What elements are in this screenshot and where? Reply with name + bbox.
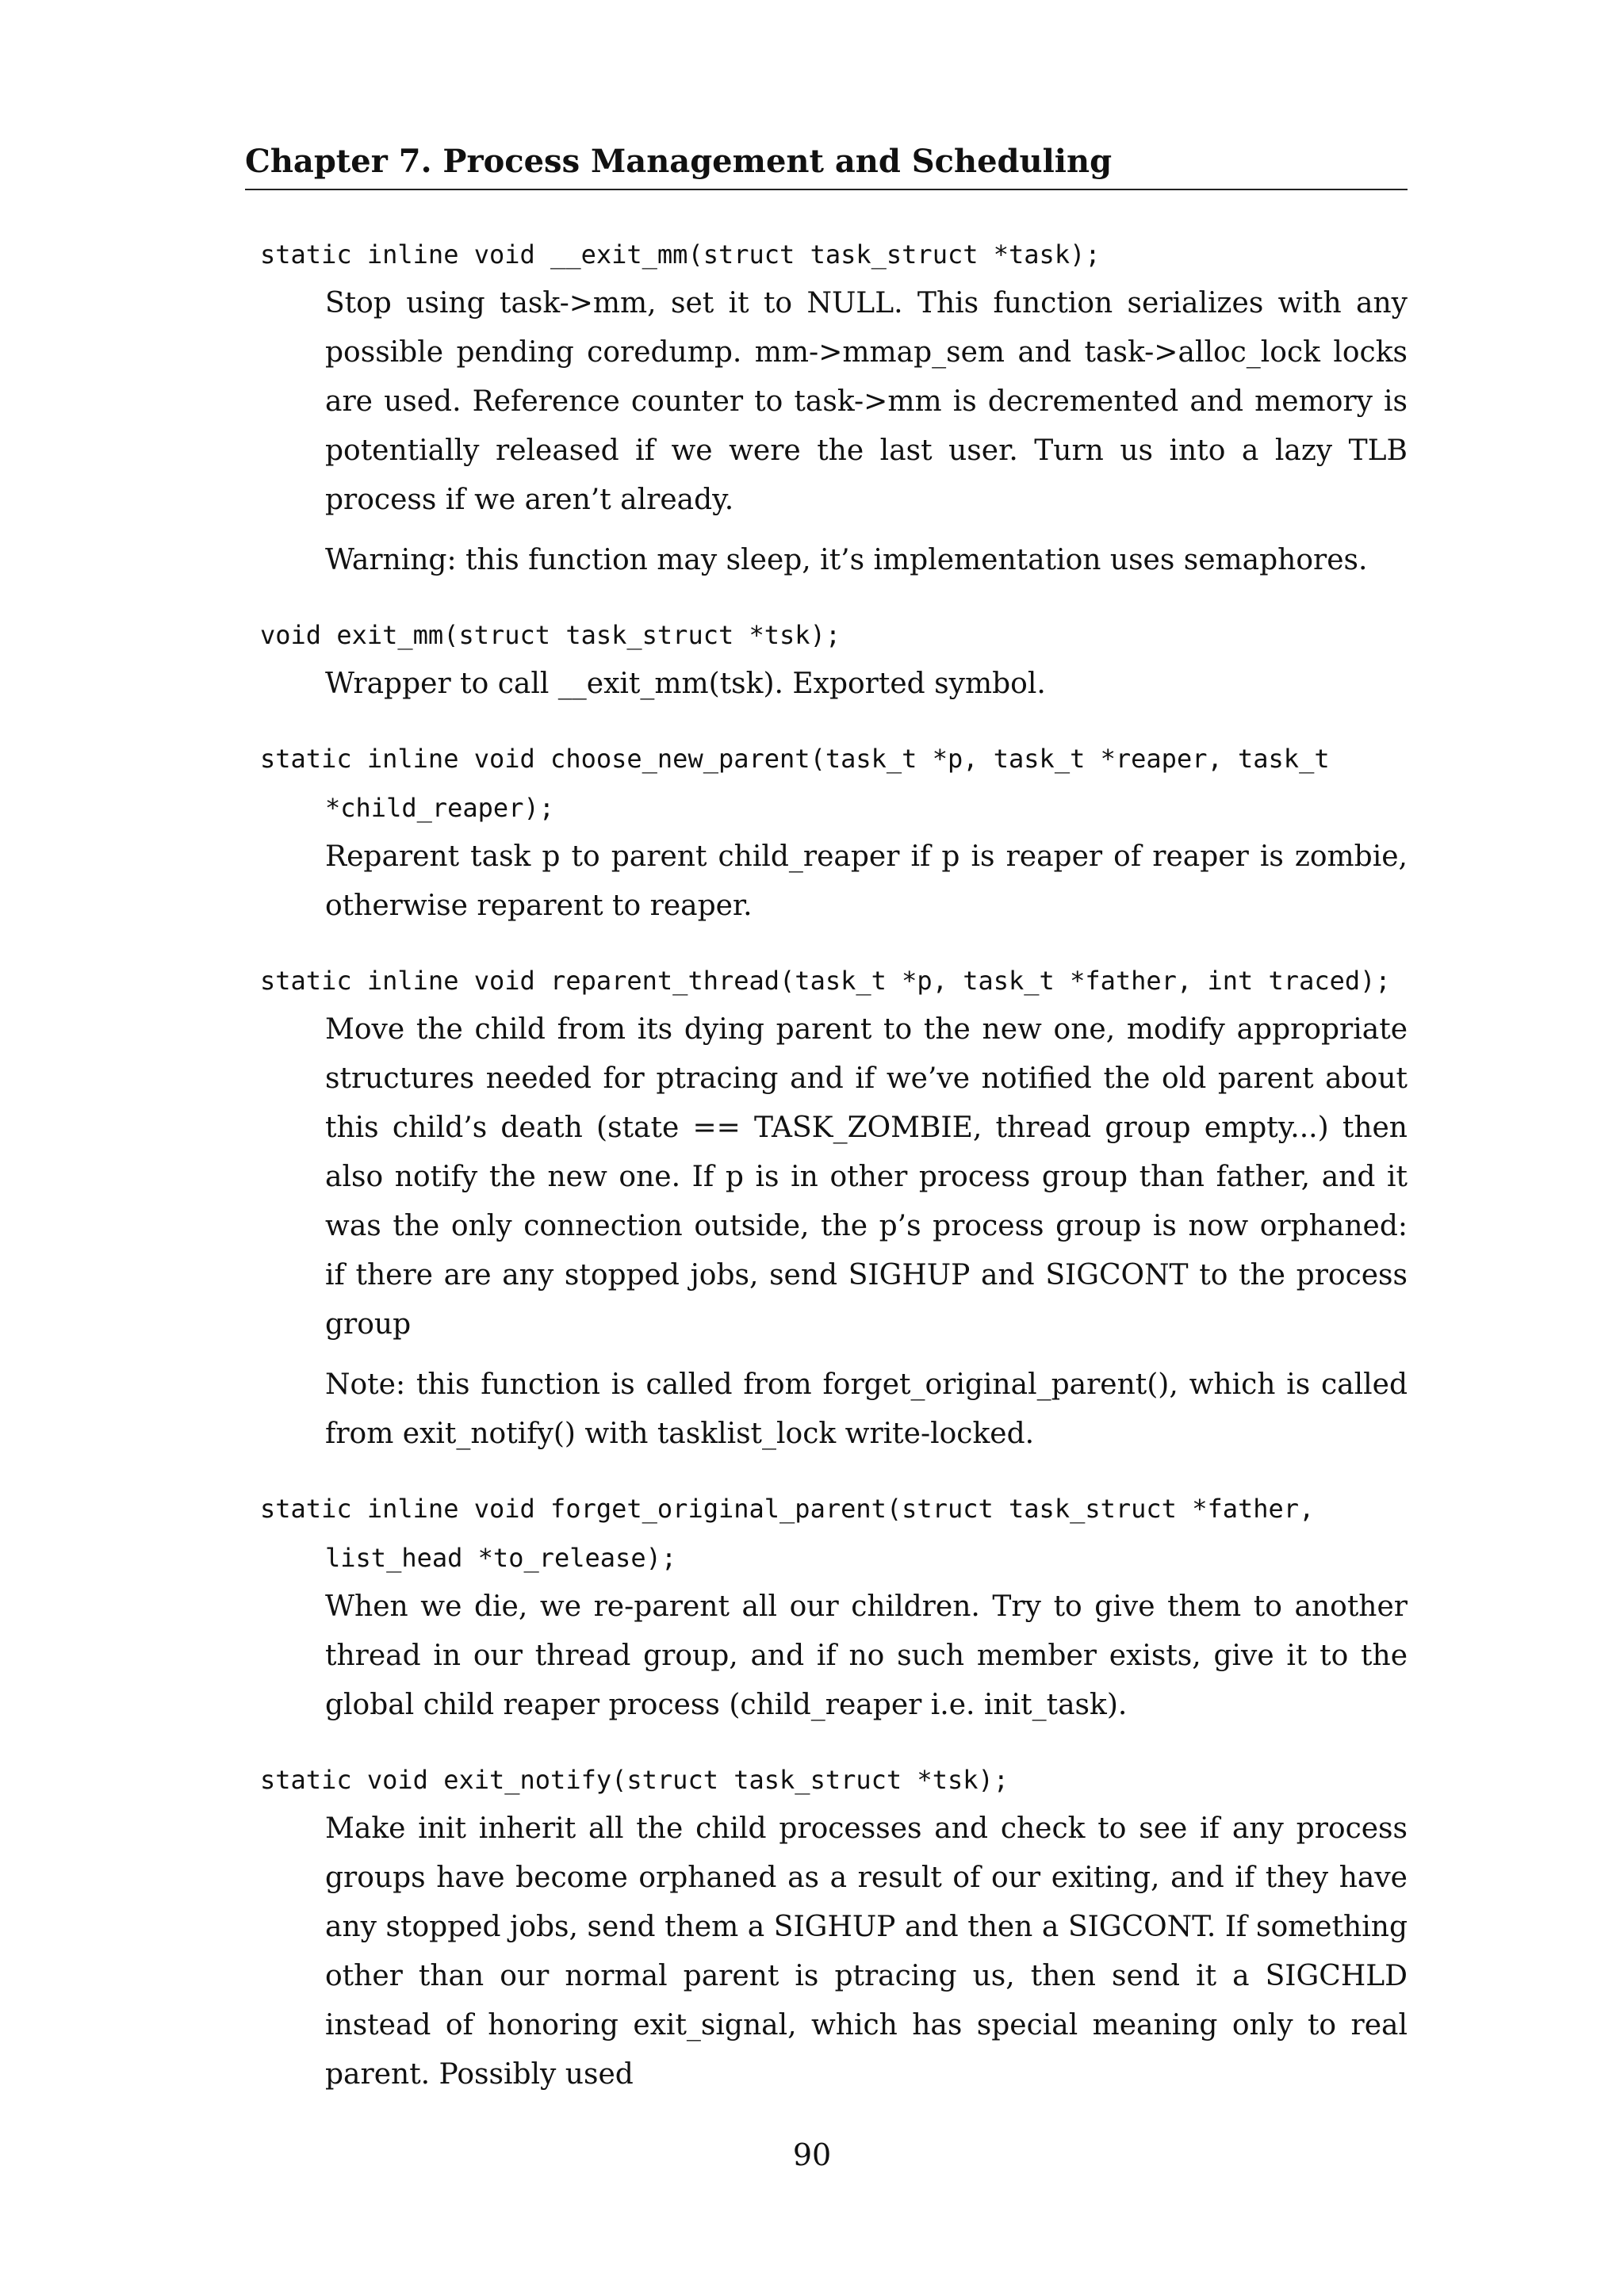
function-signature: static inline void __exit_mm(struct task_struct *task);	[260, 239, 1101, 270]
function-description: Reparent task p to parent child_reaper if p is reaper of reaper is zombie, otherwise reparent to reaper.	[325, 840, 1408, 922]
function-description: Wrapper to call __exit_mm(tsk). Exported symbol.	[325, 668, 1046, 700]
chapter-title: Chapter 7. Process Management and Scheduling	[245, 143, 1113, 180]
function-entry-exit-notify	[260, 1755, 1408, 2099]
function-entry-exit-mm	[260, 610, 1408, 709]
function-signature: static inline void forget_original_parent(struct task_struct *father, list_head *to_release);	[260, 1494, 1330, 1573]
function-description: When we die, we re-parent all our children. Try to give them to another thread in our thread group, and if no such member exists, give it to the global child reaper process (child_reaper i.e. init_task).	[325, 1590, 1408, 1721]
function-signature: void exit_mm(struct task_struct *tsk);	[260, 620, 841, 650]
function-signature: static inline void choose_new_parent(task_t *p, task_t *reaper, task_t *child_reaper);	[260, 744, 1345, 823]
function-entry-choose-new-parent	[260, 734, 1408, 931]
function-note: Warning: this function may sleep, it’s implementation uses semaphores.	[325, 544, 1368, 576]
document-body	[260, 230, 1408, 2125]
page-number: 90	[792, 2137, 832, 2172]
function-description: Move the child from its dying parent to the new one, modify appropriate structures needed for ptracing and if we’ve notified the old parent about this child’s death (state == TASK_ZOMBIE, thread group empty...) then also notify the new one. If p is in other process group than father, and it was the only connection outside, the p’s process group is now orphaned: if there are any stopped jobs, send SIGHUP and SIGCONT to the process group	[325, 1013, 1408, 1341]
function-description: Make init inherit all the child processes and check to see if any process groups have become orphaned as a result of our exiting, and if they have any stopped jobs, send them a SIGHUP and then a SIGCONT. If something other than our normal parent is ptracing us, then send it a SIGCHLD instead of honoring exit_signal, which has special meaning only to real parent. Possibly used	[325, 1812, 1408, 2091]
page-header	[245, 140, 1408, 190]
function-note: Note: this function is called from forget_original_parent(), which is called from exit_notify() with tasklist_lock write-locked.	[325, 1368, 1408, 1450]
function-description: Stop using task->mm, set it to NULL. This function serializes with any possible pending coredump. mm->mmap_sem and task->alloc_lock locks are used. Reference counter to task->mm is decremented and memory is potentially released if we were the last user. Turn us into a lazy TLB process if we aren’t already.	[325, 287, 1408, 516]
function-signature: static void exit_notify(struct task_struct *tsk);	[260, 1765, 1009, 1795]
function-entry-reparent-thread	[260, 956, 1408, 1459]
function-signature: static inline void reparent_thread(task_t *p, task_t *father, int traced);	[260, 966, 1391, 996]
function-entry-exit-mm-internal	[260, 230, 1408, 585]
function-entry-forget-original-parent	[260, 1484, 1408, 1730]
